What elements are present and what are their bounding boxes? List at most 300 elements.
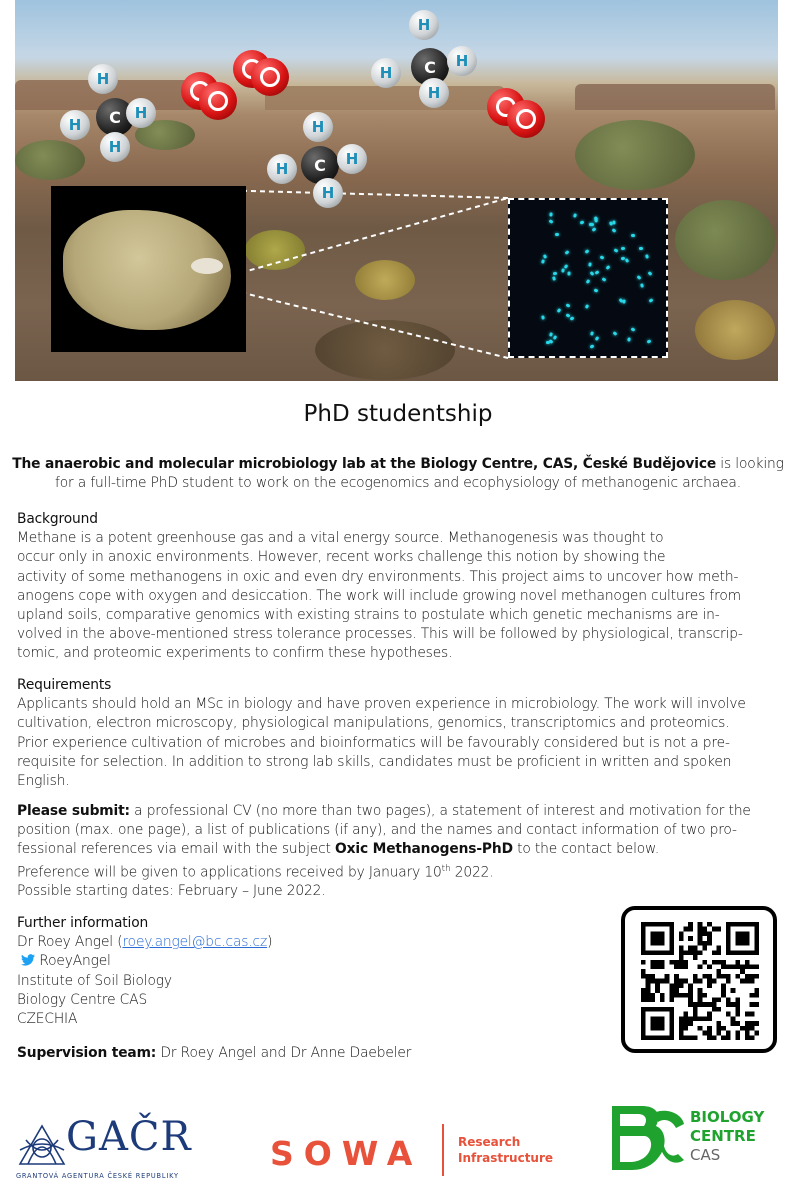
qr-module (665, 979, 670, 984)
fluorescent-cell (590, 331, 594, 336)
fluorescent-cell (553, 335, 558, 340)
qr-module (707, 1002, 712, 1007)
qr-module (745, 964, 750, 969)
qr-module (641, 998, 646, 1003)
qr-module (679, 950, 684, 955)
qr-code[interactable] (621, 906, 777, 1053)
qr-module (698, 1016, 703, 1021)
qr-module (702, 1002, 707, 1007)
qr-module (731, 988, 736, 993)
qr-module (726, 964, 731, 969)
qr-module (712, 1002, 717, 1007)
background-line: tomic, and proteomic experiments to confirm these hypotheses. (17, 645, 453, 662)
qr-finder (669, 1007, 674, 1040)
qr-module (707, 1035, 712, 1040)
fluorescent-cell (549, 332, 553, 337)
qr-module (679, 955, 684, 960)
supervision-label: Supervision team: (17, 1045, 157, 1061)
hydrogen-atom: H (409, 10, 439, 40)
qr-finder (641, 950, 674, 955)
sowa-logo (270, 1124, 570, 1180)
qr-module (750, 1026, 755, 1031)
carbon-atom: C (411, 48, 449, 86)
qr-module (688, 927, 693, 932)
qr-module (745, 1035, 750, 1040)
gacr-logo (16, 1114, 206, 1180)
qr-module (698, 979, 703, 984)
sowa-sub-line: Infrastructure (458, 1151, 554, 1165)
qr-module (735, 1012, 740, 1017)
qr-module (669, 988, 674, 993)
qr-module (688, 950, 693, 955)
qr-module (693, 1016, 698, 1021)
qr-module (679, 946, 684, 951)
twitter-handle[interactable] (17, 952, 577, 971)
qr-module (698, 950, 703, 955)
fluorescent-cell (591, 227, 596, 232)
gacr-subtitle: GRANTOVÁ AGENTURA ČESKÉ REPUBLIKY (16, 1172, 179, 1180)
qr-module (731, 1002, 736, 1007)
qr-module (655, 960, 660, 965)
qr-module (646, 993, 651, 998)
qr-module (702, 960, 707, 965)
qr-module (660, 964, 665, 969)
fluorescent-cell (613, 249, 618, 254)
qr-module (679, 936, 684, 941)
background-heading: Background (17, 511, 98, 527)
qr-module (693, 1007, 698, 1012)
intro-text: for a full-time PhD student to work on the ecogenomics and ecophysiology of methanogenic archaea. (55, 475, 741, 492)
qr-module (698, 927, 703, 932)
fluorescent-cell (585, 279, 590, 284)
qr-module (750, 1012, 755, 1017)
oxygen-atom (507, 100, 545, 138)
requirements-line: English. (17, 773, 70, 790)
twitter-bird-icon (21, 954, 35, 966)
qr-module (712, 960, 717, 965)
further-heading: Further information (17, 915, 149, 931)
fluorescent-cell (549, 219, 554, 224)
fluorescent-cell (638, 247, 642, 250)
qr-module (712, 998, 717, 1003)
qr-module (655, 988, 660, 993)
qr-finder (726, 950, 759, 955)
gacr-emblem (16, 1120, 68, 1170)
qr-finder (641, 922, 674, 927)
qr-module (660, 979, 665, 984)
bc-line: CAS (690, 1146, 721, 1164)
qr-module (754, 964, 759, 969)
background-line: Methane is a potent greenhouse gas and a vital energy source. Methanogenesis was thought to (17, 530, 664, 547)
qr-module (750, 993, 755, 998)
qr-module (702, 974, 707, 979)
fluorescent-cell (585, 249, 590, 254)
deadline-sup: th (441, 863, 451, 874)
fluorescent-cell (589, 262, 592, 266)
fluorescent-cell (631, 327, 636, 331)
qr-module (750, 1002, 755, 1007)
qr-module (698, 998, 703, 1003)
qr-module (717, 998, 722, 1003)
fluorescent-cell (555, 233, 559, 236)
qr-module (702, 931, 707, 936)
qr-module (688, 1016, 693, 1021)
qr-module (726, 974, 731, 979)
fluorescent-cell (606, 265, 611, 270)
qr-module (745, 960, 750, 965)
fluorescent-cell (573, 213, 577, 218)
qr-module (717, 974, 722, 979)
qr-module (683, 950, 688, 955)
qr-module (688, 1002, 693, 1007)
carbon-atom: C (96, 98, 134, 136)
qr-module (745, 974, 750, 979)
requirements-heading: Requirements (17, 677, 112, 693)
qr-module (688, 936, 693, 941)
sowa-sub-line: Research (458, 1135, 521, 1149)
qr-module (702, 993, 707, 998)
intro-paragraph (10, 455, 786, 493)
qr-module (655, 979, 660, 984)
qr-module (693, 979, 698, 984)
qr-module (674, 960, 679, 965)
qr-finder (726, 922, 759, 927)
qr-module (646, 974, 651, 979)
fluorescent-cell (541, 260, 545, 265)
qr-module (683, 1012, 688, 1017)
qr-module (717, 1031, 722, 1036)
background-line: occur only in anoxic environments. However, recent works challenge this notion by showing the (17, 549, 666, 566)
qr-module (679, 979, 684, 984)
qr-module (641, 974, 646, 979)
submit-label: Please submit: (17, 803, 130, 819)
qr-module (698, 922, 703, 927)
qr-module (660, 960, 665, 965)
email-subject: Oxic Methanogens-PhD (335, 841, 513, 858)
sowa-subtitle (458, 1134, 553, 1166)
qr-module (707, 922, 712, 927)
contact-name: Dr Roey Angel ( (17, 934, 123, 951)
qr-module (735, 1007, 740, 1012)
qr-module (707, 1016, 712, 1021)
qr-module (641, 960, 646, 965)
qr-module (669, 983, 674, 988)
qr-module (702, 946, 707, 951)
qr-module (683, 1026, 688, 1031)
institute: Institute of Soil Biology (17, 972, 172, 989)
qr-module (735, 1021, 740, 1026)
qr-module (750, 1035, 755, 1040)
qr-module (726, 979, 731, 984)
qr-module (655, 983, 660, 988)
gacr-wordmark: GAČR (66, 1114, 192, 1160)
qr-module (750, 1021, 755, 1026)
qr-module (721, 974, 726, 979)
qr-module (693, 950, 698, 955)
qr-module (683, 1016, 688, 1021)
fluorescent-cell (561, 268, 565, 272)
oxygen-atom (251, 58, 289, 96)
qr-module (688, 922, 693, 927)
qr-module (679, 1035, 684, 1040)
requirements-line: Applicants should hold an MSc in biology and have proven experience in microbiology. The work will involve (17, 696, 746, 713)
contact-name-close: ) (267, 934, 273, 951)
qr-module (707, 936, 712, 941)
hero-image (15, 0, 778, 381)
hydrogen-atom: H (60, 110, 90, 140)
fluorescent-cell (631, 233, 635, 236)
fluorescent-cell (565, 251, 570, 256)
qr-module (698, 941, 703, 946)
hydrogen-atom: H (267, 154, 297, 184)
qr-module (745, 1021, 750, 1026)
fluorescent-cell (549, 212, 552, 216)
qr-module (735, 964, 740, 969)
qr-module (688, 1021, 693, 1026)
qr-module (679, 983, 684, 988)
oxygen-molecule (181, 48, 291, 118)
fluorescent-cell (645, 255, 649, 260)
fluorescent-cell (588, 222, 592, 225)
qr-code-pattern (641, 922, 759, 1040)
page-title: PhD studentship (303, 401, 493, 427)
submit-text: fessional references via email with the subject (17, 841, 336, 858)
bc-line: BIOLOGY (690, 1108, 765, 1126)
qr-module (717, 1021, 722, 1026)
qr-module (735, 1035, 740, 1040)
qr-module (707, 1026, 712, 1031)
pebble (191, 258, 223, 274)
qr-module (731, 964, 736, 969)
qr-module (641, 969, 646, 974)
qr-finder (641, 1007, 674, 1012)
carbon-atom: C (301, 146, 339, 184)
contact-email-link[interactable]: roey.angel@bc.cas.cz (122, 934, 268, 951)
fluorescent-cell (585, 304, 589, 309)
qr-module (740, 964, 745, 969)
qr-finder (641, 1035, 674, 1040)
qr-module (712, 927, 717, 932)
fluorescent-cell (579, 220, 584, 224)
hydrogen-atom: H (313, 178, 343, 208)
qr-module (754, 993, 759, 998)
qr-finder (641, 922, 646, 955)
methane-molecule (265, 110, 375, 210)
fluorescent-cell (612, 331, 617, 336)
soil-sample-image (51, 186, 246, 352)
qr-module (698, 993, 703, 998)
qr-module (721, 988, 726, 993)
qr-module (646, 998, 651, 1003)
qr-module (731, 1016, 736, 1021)
qr-module (707, 1031, 712, 1036)
qr-module (702, 941, 707, 946)
qr-finder (735, 931, 749, 945)
twitter-username: RoeyAngel (39, 953, 111, 970)
supervision-names: Dr Roey Angel and Dr Anne Daebeler (156, 1045, 412, 1061)
centre: Biology Centre CAS (17, 991, 148, 1008)
qr-module (641, 993, 646, 998)
qr-module (717, 1026, 722, 1031)
qr-module (693, 1035, 698, 1040)
requirements-line: Prior experience cultivation of microbes and bioinformatics will be favourably considered but is not a pre- (17, 734, 730, 751)
requirements-line: requisite for selection. In addition to strong lab skills, candidates must be proficient in written and spoken (17, 753, 732, 770)
fluorescent-cell (611, 228, 616, 233)
qr-finder (726, 922, 731, 955)
qr-module (712, 950, 717, 955)
qr-finder (641, 1007, 646, 1040)
fluorescent-cell (613, 220, 616, 224)
qr-module (665, 974, 670, 979)
qr-module (707, 983, 712, 988)
hydrogen-atom: H (419, 78, 449, 108)
fluorescent-cell (553, 272, 557, 276)
qr-module (650, 998, 655, 1003)
fluorescent-cell (557, 308, 562, 313)
qr-module (721, 1026, 726, 1031)
qr-module (745, 979, 750, 984)
qr-module (679, 931, 684, 936)
qr-module (698, 931, 703, 936)
qr-module (674, 993, 679, 998)
fluorescent-cell (648, 271, 653, 276)
qr-module (674, 979, 679, 984)
qr-module (707, 941, 712, 946)
fluorescent-cell (593, 218, 597, 223)
intro-lab-name: The anaerobic and molecular microbiology lab at the Biology Centre, CAS, České Budějovice (12, 456, 717, 472)
fluorescent-cell (621, 247, 625, 251)
qr-module (735, 1031, 740, 1036)
qr-module (721, 960, 726, 965)
qr-module (735, 998, 740, 1003)
qr-module (674, 974, 679, 979)
microscopy-image (508, 198, 668, 358)
background-line: upland soils, comparative genomics with existing strains to postulate which genetic mechanisms are in- (17, 607, 720, 624)
biology-centre-wordmark (690, 1108, 764, 1165)
qr-module (707, 931, 712, 936)
qr-module (750, 979, 755, 984)
qr-module (688, 983, 693, 988)
qr-module (679, 1031, 684, 1036)
fluorescent-cell (627, 337, 631, 341)
submit-text: to the contact below. (512, 841, 660, 858)
sowa-divider (442, 1124, 444, 1176)
hydrogen-atom: H (100, 132, 130, 162)
qr-module (712, 979, 717, 984)
qr-module (721, 983, 726, 988)
background-line: activity of some methanogens in oxic and even dry environments. This project aims to uncover how meth- (17, 568, 739, 585)
qr-module (735, 1002, 740, 1007)
qr-module (674, 983, 679, 988)
qr-module (717, 950, 722, 955)
qr-module (693, 1002, 698, 1007)
further-information (17, 914, 577, 1029)
qr-module (646, 979, 651, 984)
fluorescent-cell (637, 275, 642, 280)
qr-module (702, 927, 707, 932)
qr-module (646, 988, 651, 993)
qr-module (745, 1026, 750, 1031)
biology-centre-emblem (612, 1106, 684, 1170)
qr-module (726, 1035, 731, 1040)
hydrogen-atom: H (447, 46, 477, 76)
qr-module (693, 1012, 698, 1017)
qr-module (698, 988, 703, 993)
qr-module (679, 1021, 684, 1026)
qr-module (717, 1007, 722, 1012)
qr-module (674, 964, 679, 969)
qr-finder (754, 922, 759, 955)
qr-module (721, 964, 726, 969)
fluorescent-cell (595, 336, 600, 341)
qr-module (683, 927, 688, 932)
fluorescent-cell (625, 258, 629, 263)
qr-module (693, 955, 698, 960)
qr-module (688, 993, 693, 998)
qr-finder (669, 922, 674, 955)
methane-molecule (60, 62, 170, 162)
submit-text: position (max. one page), a list of publications (if any), and the names and contact information of two pro- (17, 822, 737, 839)
qr-module (693, 974, 698, 979)
qr-module (754, 1021, 759, 1026)
qr-module (698, 1026, 703, 1031)
qr-module (754, 974, 759, 979)
fluorescent-cell (646, 339, 651, 343)
submit-text: a professional CV (no more than two pages), a statement of interest and motivation for the (129, 803, 751, 819)
deadline-text: Preference will be given to applications received by January 10 (17, 864, 442, 881)
qr-module (717, 960, 722, 965)
fluorescent-cell (600, 256, 605, 260)
oxygen-molecule (487, 88, 557, 148)
qr-module (707, 964, 712, 969)
qr-module (721, 1035, 726, 1040)
qr-module (688, 998, 693, 1003)
fluorescent-cell (569, 317, 574, 321)
qr-module (717, 946, 722, 951)
submit-section (17, 802, 782, 902)
fluorescent-cell (594, 271, 599, 276)
qr-module (683, 1035, 688, 1040)
qr-module (650, 993, 655, 998)
qr-module (679, 1016, 684, 1021)
qr-module (721, 993, 726, 998)
qr-module (717, 927, 722, 932)
hydrogen-atom: H (126, 98, 156, 128)
qr-module (750, 974, 755, 979)
qr-module (707, 974, 712, 979)
qr-module (655, 964, 660, 969)
oxygen-atom (199, 82, 237, 120)
background-section (17, 510, 782, 664)
qr-module (726, 1012, 731, 1017)
fluorescent-cell (552, 276, 556, 281)
qr-module (707, 979, 712, 984)
fluorescent-cell (648, 298, 653, 303)
qr-module (688, 946, 693, 951)
qr-module (683, 1021, 688, 1026)
sowa-wordmark: SOWA (270, 1134, 423, 1173)
qr-module (735, 974, 740, 979)
qr-module (698, 1002, 703, 1007)
qr-module (650, 979, 655, 984)
qr-module (679, 1026, 684, 1031)
fluorescent-cell (640, 283, 644, 288)
qr-module (712, 1007, 717, 1012)
qr-module (679, 960, 684, 965)
qr-module (660, 993, 665, 998)
qr-module (683, 960, 688, 965)
qr-module (650, 960, 655, 965)
